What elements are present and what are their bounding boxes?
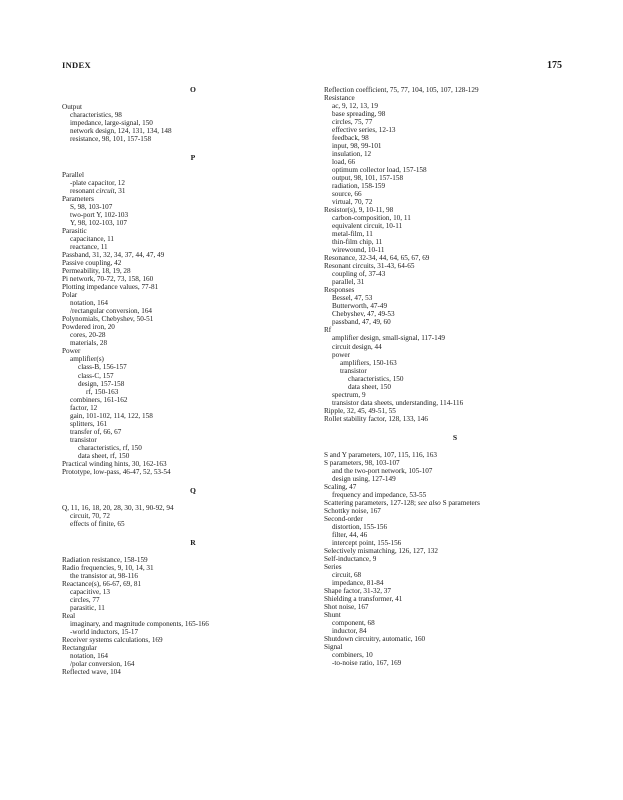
index-entry: Resistance bbox=[324, 94, 355, 103]
index-entry: Reflection coefficient, 75, 77, 104, 105, 107, 128-129 bbox=[324, 86, 479, 94]
index-entry: Q, 11, 16, 18, 20, 28, 30, 31, 90-92, 94 bbox=[62, 503, 174, 512]
index-entry: Resonant circuits, 31-43, 64-65 bbox=[324, 262, 415, 271]
index-entry: Passive coupling, 42 bbox=[62, 259, 122, 268]
index-subentry: rf, 150-163 bbox=[86, 387, 119, 396]
index-subentry: transistor bbox=[70, 435, 97, 444]
index-subentry: filter, 44, 46 bbox=[332, 530, 368, 539]
index-entry: Permeability, 18, 19, 28 bbox=[62, 267, 131, 276]
index-subentry: spectrum, 9 bbox=[332, 390, 366, 399]
index-subentry: transistor data sheets, understanding, 114-116 bbox=[332, 398, 464, 407]
index-subentry: circles, 75, 77 bbox=[332, 118, 373, 127]
index-subentry: imaginary, and magnitude components, 165-166 bbox=[70, 619, 209, 628]
index-subentry: Chebyshev, 47, 49-53 bbox=[332, 310, 395, 319]
index-subentry: equivalent circuit, 10-11 bbox=[332, 222, 403, 231]
index-subentry: wirewound, 10-11 bbox=[332, 246, 385, 255]
index-subentry: effects of finite, 65 bbox=[70, 519, 125, 528]
index-entry: Real bbox=[62, 611, 76, 620]
index-entry: S parameters, 98, 103-107 bbox=[324, 458, 400, 467]
index-subentry: transfer of, 66, 67 bbox=[70, 427, 122, 436]
index-entry: Radiation resistance, 158-159 bbox=[62, 555, 148, 564]
index-subentry: impedance, large-signal, 150 bbox=[70, 119, 153, 128]
index-subentry: amplifiers, 150-163 bbox=[340, 358, 397, 367]
index-entry: Radio frequencies, 9, 10, 14, 31 bbox=[62, 563, 154, 572]
index-entry: Scaling, 47 bbox=[324, 482, 357, 491]
index-subentry: combiners, 10 bbox=[332, 651, 373, 660]
index-subentry: ac, 9, 12, 13, 19 bbox=[332, 102, 378, 111]
index-subentry: and the two-port network, 105-107 bbox=[332, 466, 433, 475]
index-entry: Parallel bbox=[62, 171, 84, 180]
index-subentry: Y, 98, 102-103, 107 bbox=[70, 219, 127, 228]
index-subentry: Butterworth, 47-49 bbox=[332, 302, 388, 311]
index-subentry: -to-noise ratio, 167, 169 bbox=[332, 659, 402, 668]
index-column-left bbox=[62, 86, 324, 676]
index-subentry: component, 68 bbox=[332, 619, 375, 627]
index-subentry: distortion, 155-156 bbox=[332, 522, 388, 531]
index-subentry: circles, 77 bbox=[70, 595, 100, 604]
index-entry: Plotting impedance values, 77-81 bbox=[62, 283, 159, 292]
index-subentry: two-port Y, 102-103 bbox=[70, 211, 129, 220]
index-entry: Reactance(s), 66-67, 69, 81 bbox=[62, 579, 142, 588]
index-entry: Polynomials, Chebyshev, 50-51 bbox=[62, 315, 154, 324]
index-entry: Passband, 31, 32, 34, 37, 44, 47, 49 bbox=[62, 251, 165, 260]
index-subentry: passband, 47, 49, 60 bbox=[332, 318, 391, 327]
index-subentry: network design, 124, 131, 134, 148 bbox=[70, 127, 172, 136]
index-entry: Practical winding hints, 30, 162-163 bbox=[62, 459, 167, 468]
index-entry: Schottky noise, 167 bbox=[324, 506, 381, 515]
index-subentry: characteristics, 150 bbox=[348, 374, 404, 383]
index-subentry: class-B, 156-157 bbox=[78, 363, 127, 372]
index-subentry: insulation, 12 bbox=[332, 150, 372, 159]
index-subentry: frequency and impedance, 53-55 bbox=[332, 490, 427, 499]
index-entry: Rf bbox=[324, 326, 332, 335]
index-subentry: radiation, 158-159 bbox=[332, 182, 386, 191]
index-subentry: notation, 164 bbox=[70, 299, 108, 308]
index-subentry: resistance, 98, 101, 157-158 bbox=[70, 135, 152, 144]
index-subentry: output, 98, 101, 157-158 bbox=[332, 174, 404, 183]
index-entry: Powdered iron, 20 bbox=[62, 323, 115, 332]
index-subentry: combiners, 161-162 bbox=[70, 395, 128, 404]
index-subentry: thin-film chip, 11 bbox=[332, 238, 383, 247]
index-subentry: class-C, 157 bbox=[78, 371, 114, 380]
index-section-letter: P bbox=[190, 153, 196, 163]
index-subentry: coupling of, 37-43 bbox=[332, 270, 386, 279]
index-entry: Prototype, low-pass, 46-47, 52, 53-54 bbox=[62, 467, 171, 476]
index-subentry: Bessel, 47, 53 bbox=[332, 294, 373, 303]
index-subentry: power bbox=[332, 350, 350, 359]
index-subentry: notation, 164 bbox=[70, 651, 108, 660]
index-section-letter: O bbox=[190, 85, 196, 94]
index-subentry: capacitance, 11 bbox=[70, 235, 115, 244]
index-subentry: reactance, 11 bbox=[70, 243, 108, 252]
index-subentry: base spreading, 98 bbox=[332, 110, 386, 119]
index-entry: Series bbox=[324, 562, 342, 571]
index-subentry: cores, 20-28 bbox=[70, 331, 106, 340]
index-entry: Power bbox=[62, 347, 81, 356]
index-subentry: capacitive, 13 bbox=[70, 587, 110, 596]
index-subentry: virtual, 70, 72 bbox=[332, 198, 373, 207]
index-entry: Resonance, 32-34, 44, 64, 65, 67, 69 bbox=[324, 254, 430, 263]
index-subentry: /rectangular conversion, 164 bbox=[70, 307, 153, 316]
index-section-letter: S bbox=[452, 432, 458, 442]
index-subentry: S, 98, 103-107 bbox=[70, 203, 113, 212]
index-entry: Second-order bbox=[324, 514, 363, 523]
index-subentry: design using, 127-149 bbox=[332, 474, 396, 483]
index-section-letter: R bbox=[190, 537, 196, 547]
index-entry: Parameters bbox=[62, 195, 94, 204]
index-column-right bbox=[324, 86, 586, 667]
index-section-letter: Q bbox=[190, 485, 196, 495]
index-subentry: parallel, 31 bbox=[332, 278, 365, 287]
index-subentry: intercept point, 155-156 bbox=[332, 538, 402, 547]
index-subentry: metal-film, 11 bbox=[332, 230, 373, 239]
index-entry: Shape factor, 31-32, 37 bbox=[324, 586, 391, 595]
index-subentry: factor, 12 bbox=[70, 403, 98, 412]
index-subentry: gain, 101-102, 114, 122, 158 bbox=[70, 411, 153, 420]
index-entry: Shunt bbox=[324, 610, 341, 619]
page-number: 175 bbox=[547, 60, 562, 71]
index-entry: Pi network, 70-72, 73, 158, 160 bbox=[62, 275, 154, 284]
index-subentry: inductor, 84 bbox=[332, 627, 367, 636]
index-subentry: -world inductors, 15-17 bbox=[70, 627, 139, 636]
index-entry: S and Y parameters, 107, 115, 116, 163 bbox=[324, 450, 437, 459]
index-entry: Responses bbox=[324, 286, 355, 295]
index-entry: Scattering parameters, 127-128; see also S parameters bbox=[324, 498, 480, 507]
index-subentry: resonant circuit, 31 bbox=[70, 187, 126, 196]
index-subentry: the transistor at, 98-116 bbox=[70, 571, 139, 580]
index-subentry: input, 98, 99-101 bbox=[332, 142, 382, 151]
index-subentry: effective series, 12-13 bbox=[332, 126, 396, 135]
index-subentry: materials, 28 bbox=[70, 339, 108, 348]
index-subentry: characteristics, 98 bbox=[70, 111, 122, 120]
index-entry: Rectangular bbox=[62, 643, 97, 652]
index-entry: Shutdown circuitry, automatic, 160 bbox=[324, 635, 426, 644]
index-entry: Shielding a transformer, 41 bbox=[324, 594, 403, 603]
index-subentry: /polar conversion, 164 bbox=[70, 659, 135, 668]
index-entry: Signal bbox=[324, 643, 343, 652]
index-subentry: characteristics, rf, 150 bbox=[78, 443, 142, 452]
index-entry: Output bbox=[62, 103, 82, 112]
index-entry: Shot noise, 167 bbox=[324, 602, 369, 611]
index-entry: Ripple, 32, 45, 49-51, 55 bbox=[324, 406, 396, 415]
index-subentry: circuit, 70, 72 bbox=[70, 511, 110, 520]
index-subentry: amplifier design, small-signal, 117-149 bbox=[332, 334, 445, 343]
index-subentry: -plate capacitor, 12 bbox=[70, 179, 125, 188]
running-head-title: INDEX bbox=[62, 60, 91, 70]
index-entry: Receiver systems calculations, 169 bbox=[62, 635, 163, 644]
index-entry: Rollet stability factor, 128, 133, 146 bbox=[324, 414, 428, 423]
index-entry: Self-inductance, 9 bbox=[324, 554, 377, 563]
index-subentry: feedback, 98 bbox=[332, 134, 369, 143]
index-subentry: impedance, 81-84 bbox=[332, 578, 384, 587]
index-subentry: source, 66 bbox=[332, 190, 362, 199]
index-entry: Parasitic bbox=[62, 227, 87, 236]
index-subentry: parasitic, 11 bbox=[70, 603, 105, 612]
index-subentry: optimum collector load, 157-158 bbox=[332, 166, 427, 175]
index-entry: Selectively mismatching, 126, 127, 132 bbox=[324, 546, 438, 555]
index-subentry: data sheet, 150 bbox=[348, 382, 391, 391]
index-entry: Reflected wave, 104 bbox=[62, 668, 121, 676]
index-subentry: data sheet, rf, 150 bbox=[78, 451, 130, 460]
index-subentry: transistor bbox=[340, 366, 367, 375]
index-subentry: amplifier(s) bbox=[70, 355, 104, 364]
index-subentry: load, 66 bbox=[332, 158, 356, 167]
index-entry: Resistor(s), 9, 10-11, 98 bbox=[324, 206, 394, 215]
index-subentry: carbon-composition, 10, 11 bbox=[332, 214, 411, 223]
index-entry: Polar bbox=[62, 291, 78, 300]
index-subentry: circuit, 68 bbox=[332, 570, 362, 579]
index-subentry: splitters, 161 bbox=[70, 419, 108, 428]
index-subentry: circuit design, 44 bbox=[332, 342, 382, 351]
index-subentry: design, 157-158 bbox=[78, 379, 125, 388]
